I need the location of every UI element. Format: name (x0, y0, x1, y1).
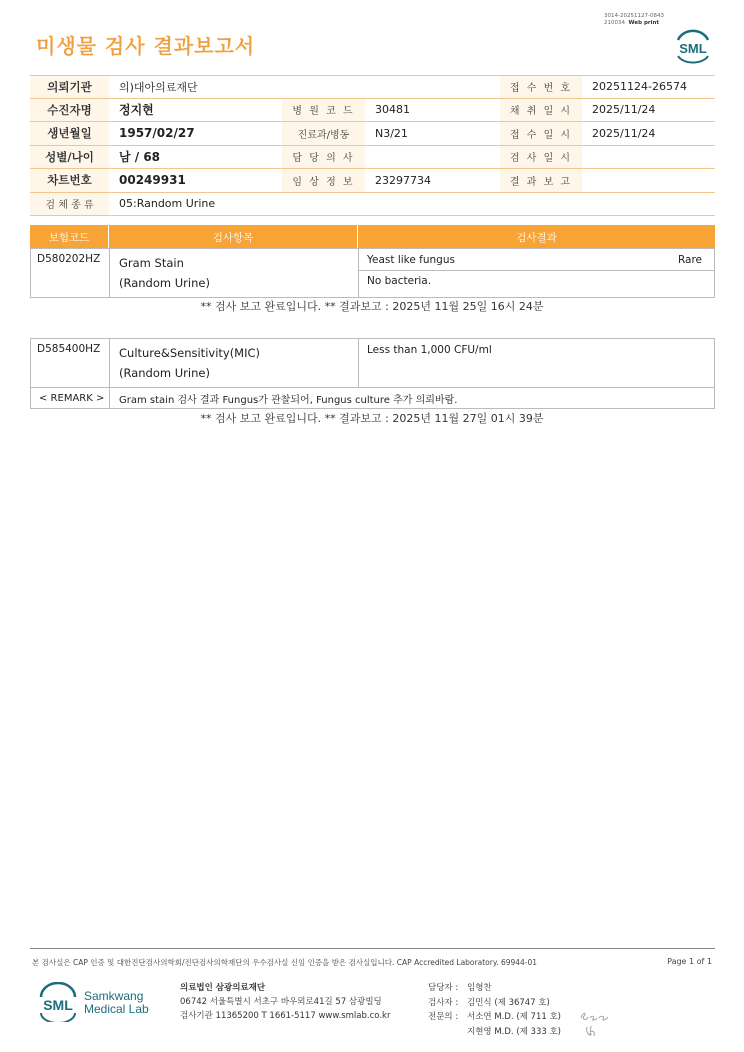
brand-line1: Samkwang (84, 989, 144, 1003)
birth-label: 생년월일 (30, 122, 109, 145)
info-row (30, 146, 715, 170)
print-code: 210034 (604, 20, 625, 26)
result-value-row (359, 270, 714, 291)
results-header (30, 225, 715, 249)
organization-info (180, 981, 390, 1023)
hospital-code-label: 병 원 코 드 (282, 99, 365, 122)
doctor-label: 담 당 의 사 (282, 146, 365, 169)
test-date-label: 검 사 일 시 (500, 146, 582, 169)
dept-value: N3/21 (375, 126, 408, 140)
org-contact: 검사기관 11365200 T 1661-5117 www.smlab.co.kr (180, 1011, 391, 1021)
specialist-name-1: 서소연 M.D. (제 711 호) (467, 1012, 562, 1022)
brand-line2: Medical Lab (84, 1002, 149, 1016)
remark-row (31, 387, 714, 408)
clinical-value: 23297734 (375, 173, 431, 187)
footer-divider (30, 948, 715, 949)
org-name: 의료법인 삼광의료재단 (180, 983, 266, 993)
requester-label: 의뢰기관 (30, 76, 109, 98)
report-complete-note: ** 검사 보고 완료입니다. ** 결과보고 : 2025년 11월 25일 16시 24분 (200, 300, 544, 313)
result-item (110, 339, 359, 387)
print-id: 3014-20251127-0843 (604, 13, 664, 19)
result-block-culture (30, 338, 715, 409)
specimen-value: 05:Random Urine (119, 197, 216, 211)
specimen-label: 검 체 종 류 (30, 193, 109, 216)
item-name: Gram Stain (119, 256, 184, 270)
org-address: 06742 서울특별시 서초구 바우뫼로41길 57 삼광빌딩 (180, 997, 382, 1007)
sml-logo-bottom (36, 982, 80, 1022)
print-label: Web print (628, 20, 660, 26)
report-value (582, 169, 715, 192)
col-result-header: 검사결과 (516, 231, 557, 244)
item-name: Culture&Sensitivity(MIC) (119, 346, 261, 360)
result-values (359, 339, 714, 387)
info-row (30, 193, 715, 217)
chart-label: 차트번호 (30, 169, 109, 192)
tester-name: 김민식 (제 36747 호) (467, 997, 550, 1008)
result-row (31, 249, 714, 297)
name-value: 정지현 (119, 103, 154, 118)
result-value-row (359, 249, 714, 270)
name-label: 수진자명 (30, 99, 109, 122)
print-meta (604, 13, 664, 27)
info-row (30, 99, 715, 123)
chart-value: 00249931 (119, 173, 186, 188)
receipt-no-value: 20251124-26574 (592, 80, 687, 94)
remark-label: < REMARK > (31, 388, 110, 408)
staff-info (428, 981, 561, 1039)
col-code-header: 보험코드 (30, 225, 109, 249)
result-row (31, 339, 714, 387)
result-block-gram-stain (30, 248, 715, 298)
page-number: Page 1 of 1 (667, 957, 712, 966)
test-date-value (582, 146, 715, 169)
receipt-date-label: 접 수 일 시 (500, 122, 582, 145)
sex-age-label: 성별/나이 (30, 146, 109, 169)
tester-label: 검사자 : (428, 997, 459, 1008)
col-item-header: 검사항목 (109, 225, 358, 249)
manager-name: 임형찬 (467, 983, 492, 993)
patient-info-table (30, 75, 715, 216)
report-title: 미생물 검사 결과보고서 (36, 34, 256, 58)
specialist-label: 전문의 : (428, 1012, 459, 1022)
info-row (30, 169, 715, 193)
receipt-date-value: 2025/11/24 (592, 126, 656, 140)
collect-date-label: 채 취 일 시 (500, 99, 582, 122)
info-row (30, 75, 715, 99)
brand-name (84, 990, 149, 1016)
result-text: Yeast like fungus (367, 253, 455, 266)
birth-value: 1957/02/27 (119, 126, 195, 141)
item-specimen: (Random Urine) (119, 366, 210, 380)
item-specimen: (Random Urine) (119, 276, 210, 290)
specialist-name-2: 지현영 M.D. (제 333 호) (467, 1026, 562, 1037)
logo-text: SML (679, 41, 707, 56)
doctor-value (365, 146, 500, 169)
result-values (359, 249, 714, 297)
result-value-row (359, 339, 714, 360)
sml-logo (672, 26, 714, 64)
dept-label: 진료과/병동 (282, 122, 365, 145)
sex-age-value: 남 / 68 (119, 150, 161, 165)
certification-text: 본 검사실은 CAP 인증 및 대한진단검사의학회/진단검사의학재단의 우수검사실 신임 인증을 받은 검사실입니다. CAP Accredited Laboratory. 69944-01 (32, 958, 538, 967)
signature-1 (578, 1008, 612, 1024)
collect-date-value: 2025/11/24 (592, 103, 656, 117)
requester-value: 의)대아의료재단 (119, 80, 198, 94)
report-complete-note: ** 검사 보고 완료입니다. ** 결과보고 : 2025년 11월 27일 01시 39분 (200, 412, 544, 425)
logo-text: SML (43, 997, 73, 1013)
result-code: D585400HZ (31, 339, 110, 387)
result-item (110, 249, 359, 297)
clinical-label: 임 상 정 보 (282, 169, 365, 192)
receipt-no-label: 접 수 번 호 (500, 76, 582, 98)
result-text: No bacteria. (367, 275, 432, 287)
remark-text: Gram stain 검사 결과 Fungus가 관찰되어, Fungus culture 추가 의뢰바람. (119, 394, 458, 406)
manager-label: 담당자 : (428, 983, 459, 993)
report-label: 결 과 보 고 (500, 169, 582, 192)
result-text: Less than 1,000 CFU/ml (367, 343, 492, 356)
result-grade: Rare (677, 253, 702, 266)
info-row (30, 122, 715, 146)
hospital-code-value: 30481 (375, 103, 410, 117)
signature-2 (584, 1024, 604, 1038)
result-code: D580202HZ (31, 249, 110, 297)
